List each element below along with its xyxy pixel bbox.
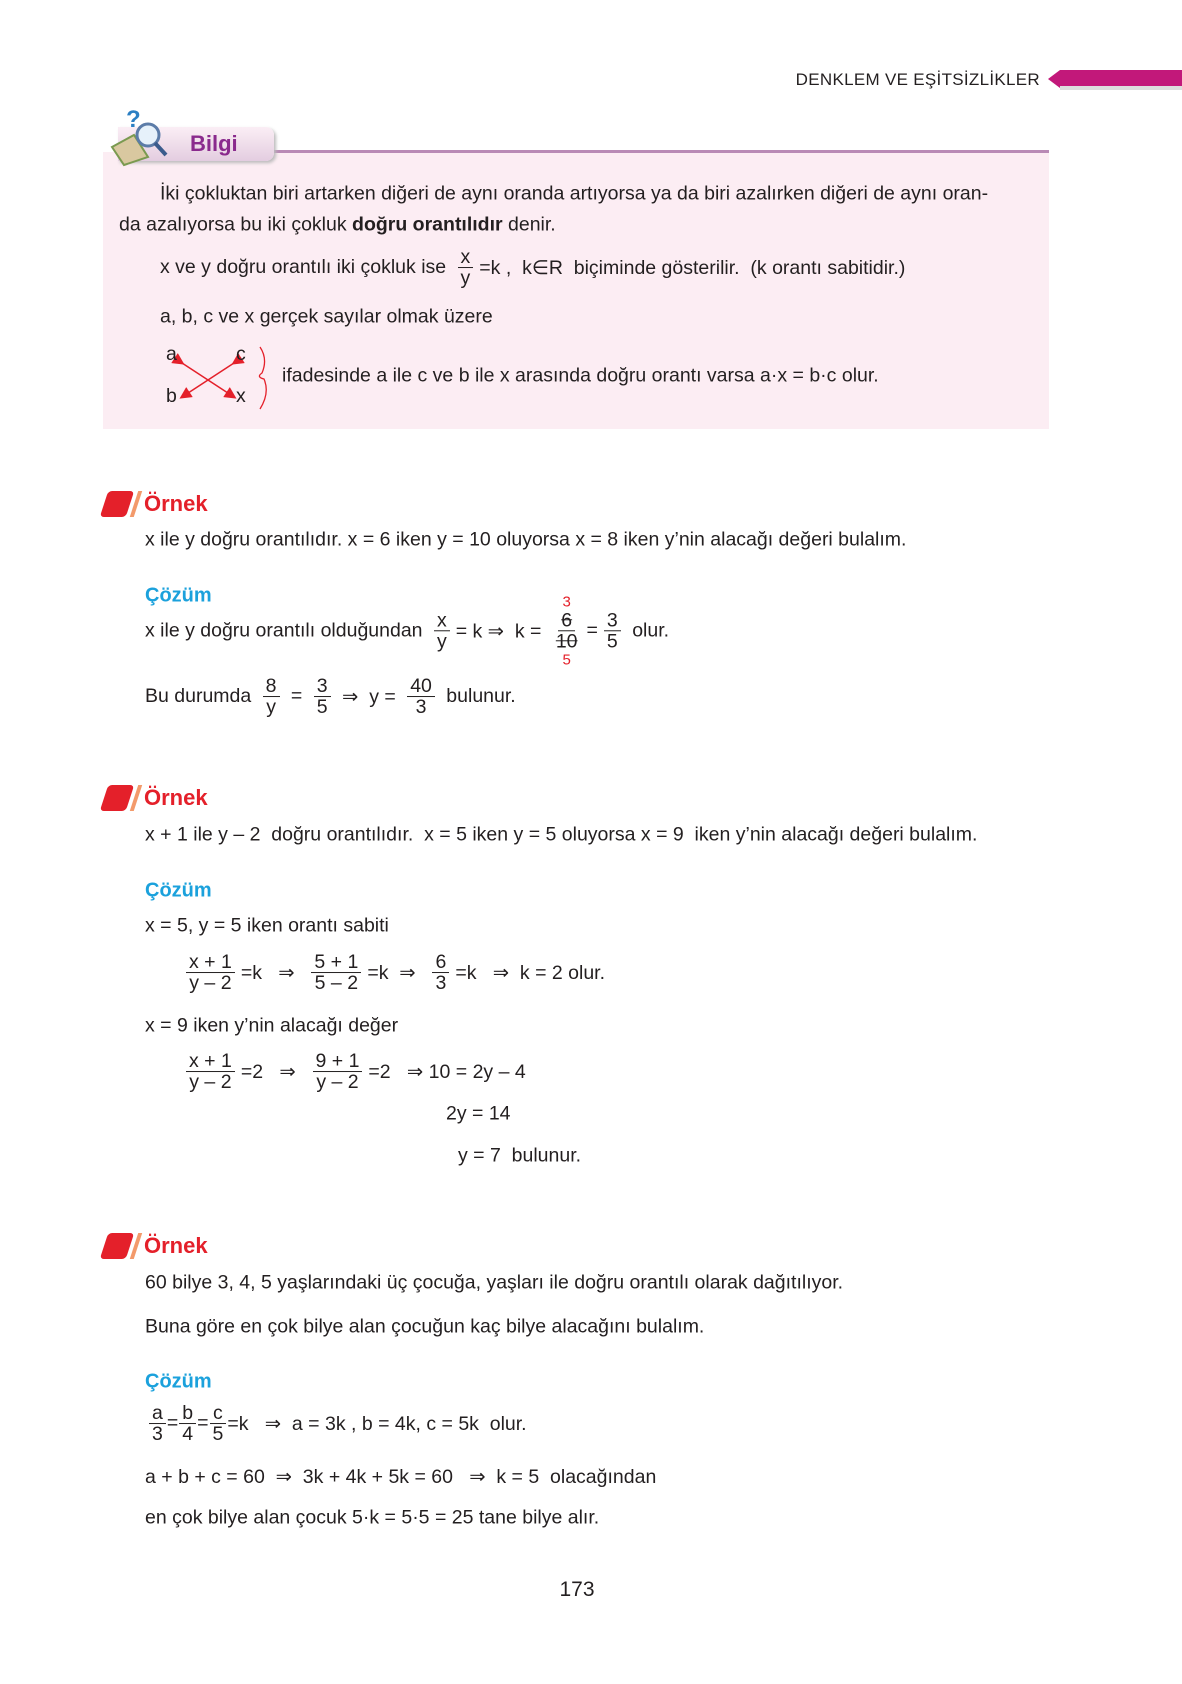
bilgi-rule (270, 150, 1049, 153)
num: x (434, 610, 450, 631)
cross-c: c (236, 343, 246, 365)
ornek-icon (100, 491, 134, 517)
svg-text:?: ? (126, 106, 141, 133)
ex2-question: x + 1 ile y – 2 doğru orantılıdır. x = 5 iken y = 5 oluyorsa x = 9 iken y’nin alacağı değeri bulalım. (145, 823, 978, 846)
den: 5 (212, 1423, 224, 1446)
fraction (458, 247, 474, 289)
num: 9 + 1 (313, 1051, 363, 1072)
page-number: 173 (559, 1578, 595, 1601)
ex2-line3: x = 9 iken y’nin alacağı değer (145, 1014, 399, 1037)
num: 5 + 1 (311, 952, 361, 973)
ex3-line3: en çok bilye alan çocuk 5·k = 5·5 = 25 tane bilye alır. (145, 1506, 600, 1529)
text: = k ⇒ k = (455, 620, 547, 642)
num: 3 (314, 676, 331, 697)
simplified-fraction (553, 594, 581, 667)
bilgi-p3: a, b, c ve x gerçek sayılar olmak üzere (160, 305, 493, 328)
den: 3 (415, 696, 427, 719)
num: x + 1 (186, 1051, 235, 1072)
fraction (311, 952, 361, 994)
ex1-question: x ile y doğru orantılıdır. x = 6 iken y = 10 oluyorsa x = 8 iken y’nin alacağı değeri bulalım. (145, 528, 907, 551)
ex2-line1: x = 5, y = 5 iken orantı sabiti (145, 914, 389, 937)
ex3-line2: a + b + c = 60 ⇒ 3k + 4k + 5k = 60 ⇒ k = 5 olacağından (145, 1466, 657, 1488)
cross-a: a (166, 343, 177, 365)
text: =2 ⇒ 10 = 2y – 4 (368, 1061, 526, 1083)
den: 5 – 2 (314, 972, 359, 995)
ornek-heading (104, 1233, 208, 1259)
num: 6 (558, 610, 575, 631)
den: 3 (152, 1423, 163, 1446)
text: =k ⇒ (240, 962, 306, 984)
reduced-den: 5 (562, 650, 571, 668)
num: a (149, 1403, 166, 1424)
ornek-label: Örnek (144, 491, 208, 516)
bilgi-p2 (160, 247, 905, 289)
bold-term: doğru orantılıdır (352, 213, 503, 236)
num: 6 (432, 952, 449, 973)
text: = (166, 1412, 179, 1435)
text: = (586, 619, 598, 642)
ex2-line2 (180, 952, 605, 994)
fraction (263, 676, 280, 718)
fraction (604, 610, 621, 652)
num: 3 (604, 610, 621, 631)
text: ⇒ y = (336, 686, 402, 708)
fraction (432, 952, 449, 994)
ornek-label: Örnek (144, 785, 208, 810)
num: x + 1 (186, 952, 235, 973)
num: x (458, 247, 474, 268)
text: = (285, 685, 308, 708)
den: y (436, 630, 447, 653)
fraction (313, 1051, 363, 1093)
text: x ile y doğru orantılı olduğundan (145, 619, 428, 642)
ornek-icon (100, 1233, 134, 1259)
den: y – 2 (189, 1071, 232, 1094)
ornek-heading (104, 785, 208, 811)
text: = (197, 1412, 209, 1435)
text: =k ⇒ a = 3k , b = 4k, c = 5k olur. (227, 1413, 527, 1435)
bilgi-title: Bilgi (190, 131, 238, 156)
magnifier-book-icon (108, 105, 170, 167)
cross-b: b (166, 385, 177, 407)
reduced-num: 3 (562, 593, 571, 611)
ornek-heading (104, 491, 208, 517)
num: b (179, 1403, 196, 1424)
den: y (266, 696, 276, 719)
text: =k , k∈R biçiminde gösterilir. (k orantı sabitidir.) (479, 257, 906, 279)
text: =k ⇒ (367, 962, 427, 984)
num: 8 (263, 676, 280, 697)
cozum-heading: Çözüm (145, 879, 212, 902)
den: y – 2 (316, 1071, 359, 1094)
text: =2 ⇒ (240, 1061, 307, 1083)
chapter-header: DENKLEM VE EŞİTSİZLİKLER (795, 70, 1040, 89)
fraction (407, 676, 435, 718)
den: 3 (435, 972, 447, 995)
tab-shadow (1060, 86, 1182, 90)
fraction (314, 676, 331, 718)
ex2-line4 (180, 1051, 526, 1093)
ex2-line6: y = 7 bulunur. (458, 1144, 582, 1167)
fraction (149, 1403, 166, 1445)
ornek-icon (100, 785, 134, 811)
text: olur. (626, 619, 670, 642)
den: 5 (316, 696, 328, 719)
den: y (460, 267, 471, 290)
ornek-label: Örnek (144, 1233, 208, 1258)
ex2-line5: 2y = 14 (446, 1102, 511, 1125)
fraction (434, 610, 450, 652)
fraction (210, 1403, 227, 1445)
ex3-question1: 60 bilye 3, 4, 5 yaşlarındaki üç çocuğa, yaşları ile doğru orantılı olarak dağıtılıyor. (145, 1271, 844, 1294)
bilgi-p1a: İki çokluktan biri artarken diğeri de aynı oranda artıyorsa ya da biri azalırken diğeri de aynı oran- (160, 182, 989, 205)
fraction (179, 1403, 196, 1445)
fraction (186, 952, 235, 994)
ex1-line1 (145, 594, 669, 667)
cozum-heading: Çözüm (145, 1370, 212, 1393)
text: denir. (502, 213, 556, 236)
bilgi-p1b (119, 214, 556, 237)
fraction (186, 1051, 235, 1093)
den: 5 (606, 630, 618, 653)
num: 40 (407, 676, 435, 697)
text: Bu durumda (145, 685, 257, 708)
den: 10 (555, 630, 578, 653)
bilgi-p4: ifadesinde a ile c ve b ile x arasında doğru orantı varsa a·x = b·c olur. (282, 364, 879, 387)
text: bulunur. (440, 685, 516, 708)
cozum-heading: Çözüm (145, 584, 212, 607)
num: c (210, 1403, 226, 1424)
text: x ve y doğru orantılı iki çokluk ise (160, 256, 452, 279)
ex1-line2 (145, 676, 516, 718)
ex3-question2: Buna göre en çok bilye alan çocuğun kaç bilye alacağını bulalım. (145, 1315, 705, 1338)
text: da azalıyorsa bu iki çokluk (119, 213, 353, 236)
den: 4 (182, 1423, 194, 1446)
ex3-line1 (148, 1403, 527, 1445)
den: y – 2 (189, 972, 232, 995)
cross-x: x (236, 385, 246, 407)
text: =k ⇒ k = 2 olur. (455, 962, 606, 984)
